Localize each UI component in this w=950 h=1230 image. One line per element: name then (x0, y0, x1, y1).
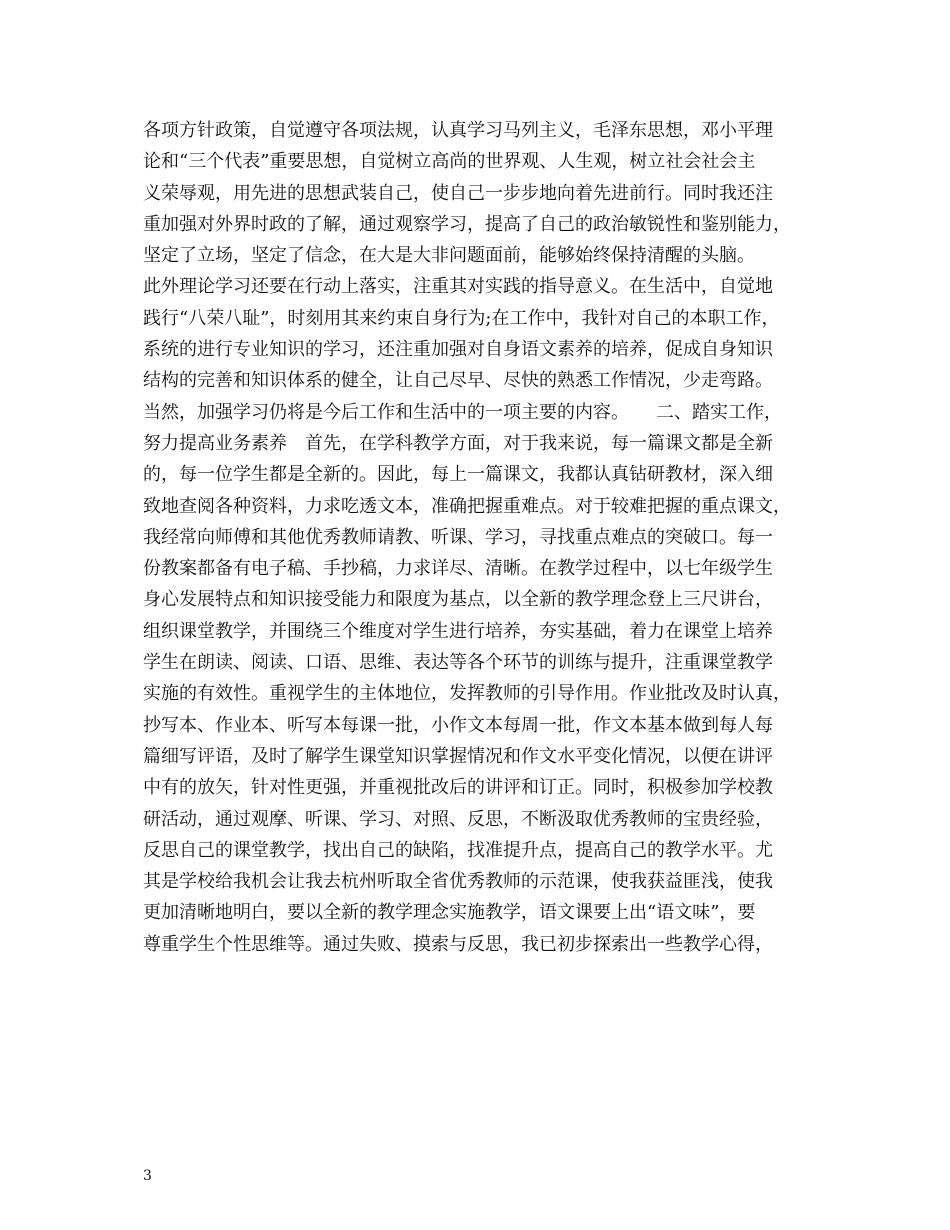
text-line: 结构的完善和知识体系的健全，让自己尽早、尽快的熟悉工作情况，少走弯路。 (143, 370, 773, 392)
text-line: 中有的放矢，针对性更强，并重视批改后的讲评和订正。同时，积极参加学校教 (143, 777, 773, 799)
text-line: 组织课堂教学，并围绕三个维度对学生进行培养，夯实基础，着力在课堂上培养 (143, 620, 773, 642)
text-line: 实施的有效性。重视学生的主体地位，发挥教师的引导作用。作业批改及时认真， (143, 683, 791, 705)
text-line: 此外理论学习还要在行动上落实，注重其对实践的指导意义。在生活中，自觉地 (143, 276, 773, 298)
page-number: 3 (143, 1168, 152, 1184)
text-line: 篇细写评语，及时了解学生课堂知识掌握情况和作文水平变化情况，以便在讲评 (143, 745, 773, 767)
text-line: 研活动，通过观摩、听课、学习、对照、反思，不断汲取优秀教师的宝贵经验， (143, 808, 773, 830)
text-line: 坚定了立场，坚定了信念，在大是大非问题面前，能够始终保持清醒的头脑。 (143, 245, 755, 267)
text-line: 尊重学生个性思维等。通过失败、摸索与反思，我已初步探索出一些教学心得， (143, 933, 773, 955)
text-line: 份教案都备有电子稿、手抄稿，力求详尽、清晰。在教学过程中，以七年级学生 (143, 558, 773, 580)
text-line: 学生在朗读、阅读、口语、思维、表达等各个环节的训练与提升，注重课堂教学 (143, 652, 773, 674)
text-line: 系统的进行专业知识的学习，还注重加强对自身语文素养的培养，促成自身知识 (143, 339, 773, 361)
text-line: 各项方针政策，自觉遵守各项法规，认真学习马列主义，毛泽东思想，邓小平理 (143, 120, 773, 141)
text-line: 践行“八荣八耻”，时刻用其来约束自身行为;在工作中，我针对自己的本职工作， (143, 307, 780, 329)
text-line: 更加清晰地明白，要以全新的教学理念实施教学，语文课要上出“语文味”，要 (143, 902, 756, 924)
text-line: 义荣辱观，用先进的思想武装自己，使自己一步步地向着先进前行。同时我还注 (143, 182, 773, 204)
text-line: 反思自己的课堂教学，找出自己的缺陷，找准提升点，提高自己的教学水平。尤 (143, 839, 773, 861)
text-line: 致地查阅各种资料，力求吃透文本，准确把握重难点。对于较难把握的重点课文， (143, 495, 791, 517)
text-line: 我经常向师傅和其他优秀教师请教、听课、学习，寻找重点难点的突破口。每一 (143, 526, 773, 548)
text-line: 的，每一位学生都是全新的。因此，每上一篇课文，我都认真钻研教材，深入细 (143, 464, 773, 486)
body-text (143, 115, 833, 960)
text-line: 抄写本、作业本、听写本每课一批，小作文本每周一批，作文本基本做到每人每 (143, 714, 773, 736)
text-line: 努力提高业务素养 首先，在学科教学方面，对于我来说，每一篇课文都是全新 (143, 432, 773, 454)
text-line: 当然，加强学习仍将是今后工作和生活中的一项主要的内容。 二、踏实工作， (143, 401, 782, 423)
text-line: 身心发展特点和知识接受能力和限度为基点，以全新的教学理念登上三尺讲台， (143, 589, 773, 611)
text-line: 重加强对外界时政的了解，通过观察学习，提高了自己的政治敏锐性和鉴别能力， (143, 213, 791, 235)
text-line: 其是学校给我机会让我去杭州听取全省优秀教师的示范课，使我获益匪浅，使我 (143, 871, 773, 893)
text-line: 论和“三个代表”重要思想，自觉树立高尚的世界观、人生观，树立社会社会主 (143, 151, 756, 173)
